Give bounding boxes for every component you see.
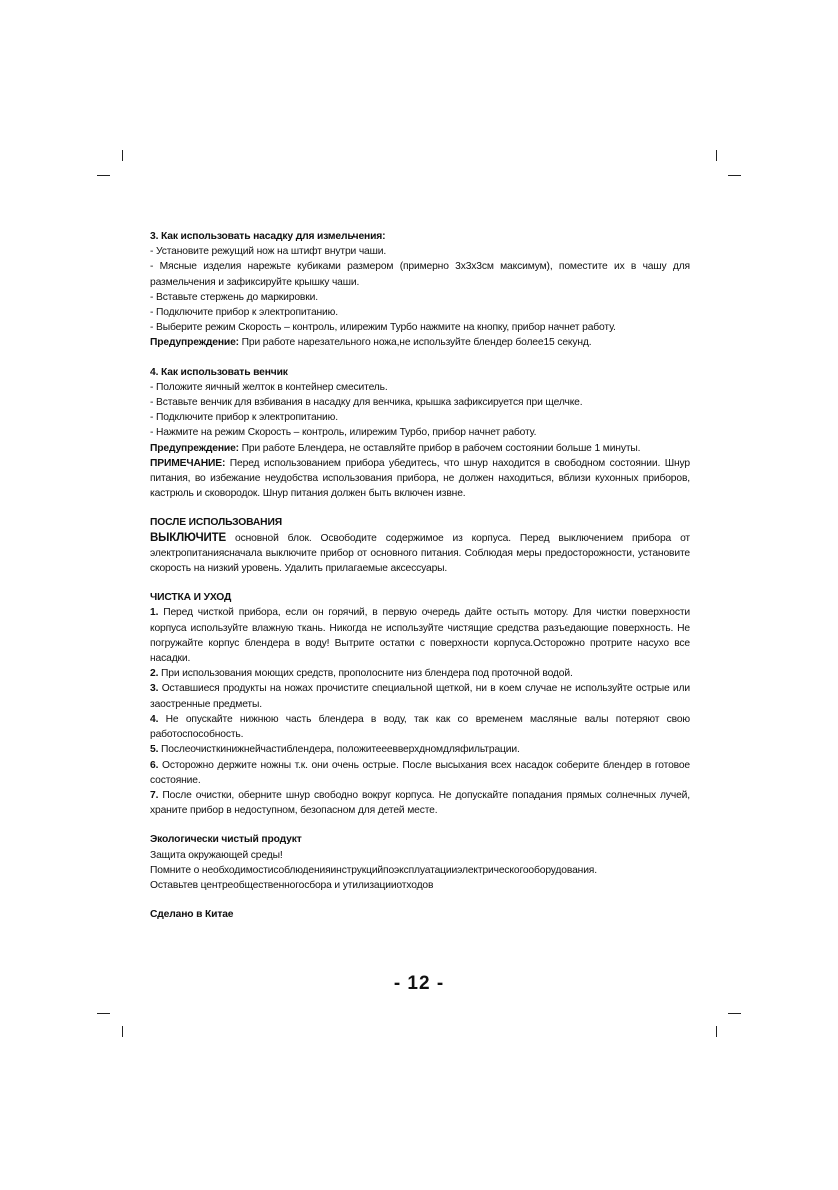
crop-mark [97, 1013, 110, 1014]
made-in: Сделано в Китае [150, 909, 234, 921]
section-4-line: - Вставьте венчик для взбивания в насадку для венчика, крышка зафиксируется при щелчке. [150, 397, 583, 409]
section-3-heading: 3. Как использовать насадку для измельчения: [150, 231, 386, 242]
crop-mark [728, 175, 741, 176]
page-content [150, 229, 690, 922]
section-3-line: - Установите режущий нож на штифт внутри чаши. [150, 246, 387, 258]
eco-line: Помните о необходимостисоблюденияинструкцийпоэксплуатацииэлектрическогооборудования. [150, 864, 597, 876]
section-4-warning: Предупреждение: При работе Блендера, не оставляйте прибор в рабочем состоянии больше 1 минуты. [150, 442, 641, 454]
cleaning-item: 1. Перед чисткой прибора, если он горячий, в первую очередь дайте остыть мотору. Для чистки поверхности корпуса используйте влажную ткань. Никогда не используйте чистящие средства разъедающие поверхность. Не погружайте корпус блендера в воду! Вытрите остатки с поверхности корпуса.Осторожно протрите насухо все насадки. [150, 607, 690, 665]
section-4-line: - Подключите прибор к электропитанию. [150, 412, 338, 424]
crop-mark [97, 175, 110, 176]
cleaning-item: 3. Оставшиеся продукты на ножах прочистите специальной щеткой, ни в коем случае не используйте острые или заостренные предметы. [150, 683, 690, 710]
after-use-heading: ПОСЛЕ ИСПОЛЬЗОВАНИЯ [150, 517, 282, 529]
eco-line: Защита окружающей среды! [150, 849, 283, 861]
cleaning-item: 2. При использования моющих средств, прополосните низ блендера под проточной водой. [150, 668, 573, 680]
section-4-line: - Нажмите на режим Скорость – контроль, илирежим Турбо, прибор начнет работу. [150, 427, 537, 439]
crop-mark [728, 1013, 741, 1014]
section-3-line: - Вставьте стержень до маркировки. [150, 291, 318, 303]
section-4-heading: 4. Как использовать венчик [150, 366, 288, 378]
crop-mark [122, 150, 123, 161]
section-3-line: - Выберите режим Скорость – контроль, илирежим Турбо нажмите на кнопку, прибор начнет работу. [150, 322, 616, 334]
crop-mark [716, 1026, 717, 1037]
cleaning-item: 4. Не опускайте нижнюю часть блендера в воду, так как со временем масляные валы потеряют свою работоспособность. [150, 713, 690, 741]
section-3-warning: Предупреждение: При работе нарезательного ножа,не используйте блендер более15 секунд. [150, 337, 592, 349]
cleaning-heading: ЧИСТКА И УХОД [150, 592, 232, 604]
section-3-line: - Подключите прибор к электропитанию. [150, 307, 338, 319]
section-3-line: - Мясные изделия нарежьте кубиками размером (примерно 3х3х3см максимум), поместите их в чашу для размельчения и зафиксируйте крышку чаши. [150, 261, 690, 288]
crop-mark [716, 150, 717, 161]
after-use-text: ВЫКЛЮЧИТЕ основной блок. Освободите содержимое из корпуса. Перед выключением прибора от электропитаниясначала выключите прибор от основного питания. Соблюдая меры предосторожности, установите скорость на низкий уровень. Удалить прилагаемые аксессуары. [150, 531, 690, 575]
eco-heading: Экологически чистый продукт [150, 834, 302, 846]
cleaning-item: 6. Осторожно держите ножны т.к. они очень острые. После высыхания всех насадок соберите блендер в готовое состояние. [150, 759, 690, 786]
section-4-line: - Положите яичный желток в контейнер смеситель. [150, 381, 388, 393]
cleaning-item: 7. После очистки, оберните шнур свободно вокруг корпуса. Не допускайте попадания прямых солнечных лучей, храните прибор в недоступном, безопасном для детей месте. [150, 789, 690, 817]
eco-line: Оставьтев центреобщественногосбора и утилизацииотходов [150, 879, 434, 891]
crop-mark [122, 1026, 123, 1037]
section-4-note: ПРИМЕЧАНИЕ: Перед использованием прибора убедитесь, что шнур находится в свободном состоянии. Шнур питания, во избежание неудобства использования прибора, не должен находиться, вблизи кухонных приборов, кастрюль и сковородок. Шнур питания должен быть включен извне. [150, 457, 690, 500]
page-number: - 12 - [393, 973, 445, 994]
cleaning-item: 5. Послеочисткинижнейчастиблендера, положитееевверхдномдляфильтрации. [150, 744, 520, 756]
